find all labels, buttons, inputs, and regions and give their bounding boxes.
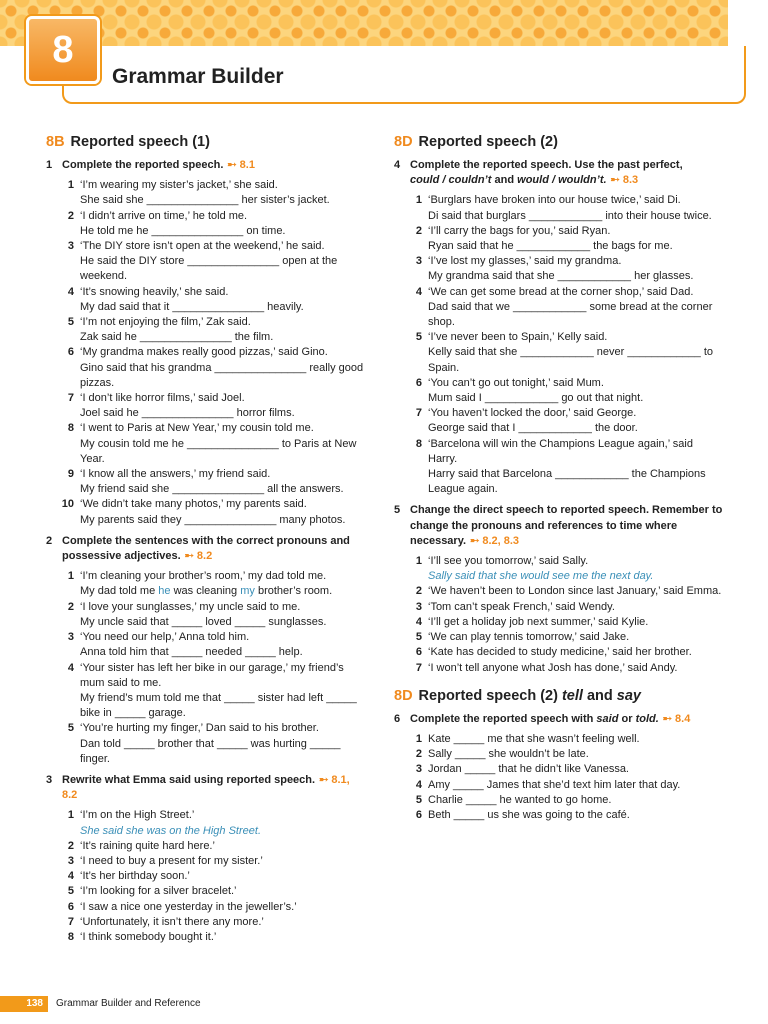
- item-number: 2: [67, 600, 74, 613]
- item-answer-line[interactable]: Harry said that Barcelona ____________ the Champions League again.: [428, 468, 706, 496]
- instruction-text: or: [618, 712, 636, 725]
- exercise-5-items: [408, 554, 724, 676]
- item-question: ‘I’m on the High Street.’: [80, 809, 195, 822]
- item-number: 10: [61, 498, 74, 511]
- list-item: [60, 884, 368, 899]
- instruction-text: said: [596, 712, 619, 725]
- list-item: [60, 209, 368, 239]
- instruction-text: and: [491, 174, 518, 187]
- item-number: 5: [67, 885, 74, 898]
- section-title: and: [582, 687, 617, 704]
- item-number: 9: [67, 468, 74, 481]
- item-answer-line[interactable]: Gino said that his grandma _______________ really good pizzas.: [80, 361, 364, 389]
- item-number: 4: [67, 661, 74, 674]
- item-number: 3: [67, 854, 74, 867]
- list-item: [60, 239, 368, 285]
- list-item: [408, 285, 724, 331]
- answer-text: was cleaning: [170, 585, 241, 598]
- item-question: ‘I went to Paris at New Year,’ my cousin told me.: [80, 422, 314, 435]
- list-item: [408, 330, 724, 376]
- item-number: 1: [67, 570, 74, 583]
- exercise-5-instruction: [394, 503, 724, 549]
- item-answer-line[interactable]: My friend said she _______________ all the answers.: [80, 483, 344, 496]
- list-item: [408, 630, 724, 645]
- item-answer-line[interactable]: She said she _______________ her sister’s jacket.: [80, 194, 330, 207]
- item-question: ‘We can play tennis tomorrow,’ said Jake.: [428, 631, 630, 644]
- item-question: ‘You haven’t locked the door,’ said George.: [428, 407, 637, 420]
- item-number: 6: [415, 376, 422, 389]
- list-item: [60, 808, 368, 838]
- list-item: [60, 345, 368, 391]
- exercise-number: 1: [46, 159, 53, 171]
- item-answer-line[interactable]: Jordan _____ that he didn’t like Vanessa.: [428, 763, 629, 776]
- item-answer-line[interactable]: George said that I ____________ the door.: [428, 422, 638, 435]
- item-number: 7: [415, 407, 422, 420]
- item-number: 3: [415, 600, 422, 613]
- item-number: 5: [415, 793, 422, 806]
- item-answer-line[interactable]: My parents said they _______________ many photos.: [80, 513, 346, 526]
- item-answer-line[interactable]: Kate _____ me that she wasn’t feeling well.: [428, 732, 640, 745]
- item-number: 4: [415, 778, 422, 791]
- answer-highlight: my: [240, 585, 255, 598]
- item-question: ‘I’ve lost my glasses,’ said my grandma.: [428, 255, 622, 268]
- list-item: [408, 406, 724, 436]
- item-question: ‘It’s snowing heavily,’ she said.: [80, 285, 229, 298]
- item-number: 6: [67, 346, 74, 359]
- item-question: ‘Unfortunately, it isn’t there any more.’: [80, 915, 264, 928]
- instruction-text: Complete the reported speech with: [410, 712, 597, 725]
- item-number: 1: [415, 555, 422, 568]
- item-number: 2: [415, 224, 422, 237]
- item-number: 8: [415, 437, 422, 450]
- item-number: 1: [67, 809, 74, 822]
- section-heading: [46, 132, 368, 152]
- item-answer-line[interactable]: Sally _____ she wouldn’t be late.: [428, 748, 589, 761]
- item-question: ‘The DIY store isn’t open at the weekend,’ he said.: [80, 240, 325, 253]
- list-item: [60, 721, 368, 767]
- item-number: 7: [67, 915, 74, 928]
- item-question: ‘I’m cleaning your brother’s room,’ my dad told me.: [80, 570, 327, 583]
- item-question: ‘It’s her birthday soon.’: [80, 870, 190, 883]
- decorative-banner: [0, 0, 728, 46]
- list-item: [408, 224, 724, 254]
- item-question: ‘My grandma makes really good pizzas,’ said Gino.: [80, 346, 328, 359]
- section-title: say: [616, 687, 641, 704]
- list-item: [52, 497, 368, 527]
- answer-text: My dad told me: [80, 585, 159, 598]
- item-question: ‘I’m not enjoying the film,’ Zak said.: [80, 316, 251, 329]
- list-item: [60, 178, 368, 208]
- item-answer-line[interactable]: My dad said that it _______________ heavily.: [80, 300, 304, 313]
- section-title: Reported speech (1): [70, 134, 210, 150]
- item-answer-line[interactable]: Mum said I ____________ go out that night.: [428, 392, 644, 405]
- item-question: ‘We haven’t been to London since last January,’ said Emma.: [428, 585, 722, 598]
- item-answer-line[interactable]: Charlie _____ he wanted to go home.: [428, 793, 612, 806]
- unit-badge: 8: [26, 16, 100, 84]
- item-number: 5: [415, 631, 422, 644]
- item-answer-line[interactable]: My friend’s mum told me that _____ sister had left _____ bike in _____ garage.: [80, 691, 357, 720]
- item-question: ‘I know all the answers,’ my friend said.: [80, 468, 271, 481]
- list-item: [408, 793, 724, 808]
- item-question: ‘It’s raining quite hard here.’: [80, 839, 215, 852]
- list-item: [408, 584, 724, 599]
- item-question: ‘I’m looking for a silver bracelet.’: [80, 885, 237, 898]
- item-question: ‘I think somebody bought it.’: [80, 930, 217, 943]
- list-item: [408, 778, 724, 793]
- item-number: 6: [67, 900, 74, 913]
- list-item: [60, 391, 368, 421]
- exercise-1-instruction: [46, 158, 368, 173]
- page-title: Grammar Builder: [112, 65, 284, 88]
- reference-link[interactable]: ➸ 8.2, 8.3: [470, 534, 520, 547]
- list-item: [60, 600, 368, 630]
- item-answer-line[interactable]: Dan told _____ brother that _____ was hurting _____ finger.: [80, 737, 341, 765]
- item-answer-line[interactable]: My grandma said that she ____________ her glasses.: [428, 270, 694, 283]
- item-question: ‘I won’t tell anyone what Josh has done,’ said Andy.: [428, 661, 678, 674]
- item-number: 5: [415, 331, 422, 344]
- list-item: [60, 854, 368, 869]
- list-item: [60, 285, 368, 315]
- item-answer-line[interactable]: Ryan said that he ____________ the bags for me.: [428, 240, 673, 253]
- item-question: ‘You’re hurting my finger,’ Dan said to his brother.: [80, 722, 319, 735]
- instruction-text: told.: [635, 712, 659, 725]
- list-item: [60, 467, 368, 497]
- reference-link[interactable]: ➸ 8.4: [662, 712, 691, 725]
- item-number: 5: [67, 722, 74, 735]
- list-item: [60, 630, 368, 660]
- item-number: 5: [67, 316, 74, 329]
- item-answer-line[interactable]: Zak said he _______________ the film.: [80, 331, 274, 344]
- item-question: ‘We can get some bread at the corner shop,’ said Dad.: [428, 285, 694, 298]
- list-item: [408, 615, 724, 630]
- item-question: ‘I need to buy a present for my sister.’: [80, 854, 263, 867]
- list-item: [60, 869, 368, 884]
- exercise-2-items: [60, 569, 368, 767]
- reference-link[interactable]: ➸ 8.1, 8.2: [62, 773, 350, 802]
- exercise-6-items: [408, 732, 724, 823]
- item-number: 4: [67, 285, 74, 298]
- item-question: ‘Your sister has left her bike in our garage,’ my friend’s mum said to me.: [80, 661, 344, 689]
- list-item: [60, 421, 368, 467]
- item-question: ‘I saw a nice one yesterday in the jeweller’s.’: [80, 900, 297, 913]
- item-answer-line[interactable]: Anna told him that _____ needed _____ help.: [80, 646, 303, 659]
- list-item: [408, 254, 724, 284]
- exercise-3-instruction: [46, 773, 368, 803]
- item-number: 7: [67, 392, 74, 405]
- item-number: 4: [415, 615, 422, 628]
- page-number: 138: [0, 996, 48, 1012]
- exercise-number: 2: [46, 534, 53, 547]
- item-answer-line[interactable]: Di said that burglars ____________ into their house twice.: [428, 209, 712, 222]
- list-item: [60, 661, 368, 722]
- section-title: tell: [561, 687, 583, 704]
- item-answer-line[interactable]: Joel said he _______________ horror films.: [80, 407, 295, 420]
- item-number: 1: [67, 179, 74, 192]
- item-number: 3: [415, 763, 422, 776]
- exercise-number: 5: [394, 504, 401, 517]
- item-question: ‘Burglars have broken into our house twice,’ said Di.: [428, 194, 681, 207]
- item-number: 3: [67, 240, 74, 253]
- item-number: 8: [67, 930, 74, 943]
- item-answer-line[interactable]: Beth _____ us she was going to the café.: [428, 808, 630, 821]
- item-question: ‘I don’t like horror films,’ said Joel.: [80, 392, 245, 405]
- exercise-number: 3: [46, 773, 53, 786]
- item-number: 3: [67, 631, 74, 644]
- item-question: ‘Tom can’t speak French,’ said Wendy.: [428, 600, 615, 613]
- item-answer-line[interactable]: My cousin told me he _______________ to Paris at New Year.: [80, 437, 357, 465]
- list-item: [60, 930, 368, 945]
- item-answer-line[interactable]: Dad said that we ____________ some bread at the corner shop.: [428, 300, 713, 329]
- list-item: [408, 732, 724, 747]
- item-number: 2: [67, 209, 74, 222]
- list-item: [408, 193, 724, 223]
- item-number: 7: [415, 661, 422, 674]
- section-heading: [394, 132, 724, 152]
- exercise-number: 4: [394, 159, 401, 171]
- example-answer: Sally said that she would see me the next day.: [428, 570, 654, 583]
- item-number: 3: [415, 255, 422, 268]
- item-question: ‘I’ll get a holiday job next summer,’ said Kylie.: [428, 615, 649, 628]
- left-column: [46, 132, 368, 945]
- item-number: 6: [415, 808, 422, 821]
- list-item: [60, 569, 368, 599]
- item-number: 1: [415, 194, 422, 207]
- item-number: 4: [67, 870, 74, 883]
- item-question: ‘I’ll carry the bags for you,’ said Ryan.: [428, 224, 611, 237]
- instruction-text: Complete the reported speech.: [62, 159, 224, 171]
- item-question: ‘I’ve never been to Spain,’ Kelly said.: [428, 331, 608, 344]
- exercise-3-items: [60, 808, 368, 945]
- item-number: 4: [415, 285, 422, 298]
- item-question: ‘I love your sunglasses,’ my uncle said to me.: [80, 600, 301, 613]
- item-question: ‘I’m wearing my sister’s jacket,’ she said.: [80, 179, 278, 192]
- instruction-text: Change the direct speech to reported speech. Remember to change the pronouns and references to time where necessary.: [410, 504, 723, 547]
- list-item: [408, 661, 724, 676]
- answer-text: brother’s room.: [254, 585, 333, 598]
- example-answer: [80, 584, 368, 599]
- section-title: Reported speech (2): [418, 687, 562, 704]
- instruction-text: Complete the sentences with the correct pronouns and possessive adjectives.: [62, 534, 350, 563]
- item-question: ‘We didn’t take many photos,’ my parents said.: [80, 498, 307, 511]
- list-item: [408, 762, 724, 777]
- item-number: 2: [415, 748, 422, 761]
- item-answer-line[interactable]: He said the DIY store _______________ open at the weekend.: [80, 255, 338, 283]
- item-number: 1: [415, 732, 422, 745]
- item-question: ‘Kate has decided to study medicine,’ said her brother.: [428, 646, 692, 659]
- reference-link[interactable]: ➸ 8.1: [227, 159, 255, 171]
- item-question: ‘I didn’t arrive on time,’ he told me.: [80, 209, 248, 222]
- item-question: ‘I’ll see you tomorrow,’ said Sally.: [428, 555, 589, 568]
- answer-highlight: he: [158, 585, 171, 598]
- list-item: [408, 645, 724, 660]
- section-code: 8B: [46, 134, 65, 150]
- instruction-text: would / wouldn’t.: [517, 174, 607, 187]
- section-code: 8D: [394, 687, 413, 704]
- exercise-4-items: [408, 193, 724, 497]
- list-item: [408, 554, 724, 584]
- item-question: ‘Barcelona will win the Champions League again,’ said Harry.: [428, 437, 693, 465]
- instruction-text: could / couldn’t: [410, 174, 492, 187]
- item-number: 6: [415, 646, 422, 659]
- page-footer: [0, 996, 260, 1012]
- item-number: 2: [67, 839, 74, 852]
- exercise-2-instruction: [46, 534, 368, 564]
- right-column: [394, 132, 724, 823]
- item-number: 2: [415, 585, 422, 598]
- exercise-6-instruction: [394, 712, 724, 727]
- example-answer: She said she was on the High Street.: [80, 824, 261, 837]
- list-item: [60, 915, 368, 930]
- section-title: Reported speech (2): [418, 134, 558, 150]
- section-code: 8D: [394, 134, 413, 150]
- reference-link[interactable]: ➸ 8.2: [184, 550, 213, 563]
- item-answer-line[interactable]: Amy _____ James that she’d text him later that day.: [428, 778, 681, 791]
- list-item: [60, 315, 368, 345]
- instruction-text: Complete the reported speech. Use the past perfect,: [410, 159, 683, 171]
- reference-link[interactable]: ➸ 8.3: [610, 174, 639, 187]
- list-item: [408, 747, 724, 762]
- exercise-1-items: [60, 178, 368, 528]
- instruction-text: Rewrite what Emma said using reported speech.: [62, 773, 316, 786]
- item-answer-line[interactable]: He told me he _______________ on time.: [80, 224, 286, 237]
- list-item: [408, 376, 724, 406]
- footer-label: Grammar Builder and Reference: [56, 998, 201, 1009]
- exercise-4-instruction: [394, 158, 724, 188]
- list-item: [60, 839, 368, 854]
- item-answer-line[interactable]: Kelly said that she ____________ never ____________ to Spain.: [428, 346, 714, 374]
- exercise-number: 6: [394, 712, 401, 725]
- item-question: ‘You can’t go out tonight,’ said Mum.: [428, 376, 604, 389]
- list-item: [60, 900, 368, 915]
- list-item: [408, 600, 724, 615]
- item-question: ‘You need our help,’ Anna told him.: [80, 631, 250, 644]
- item-answer-line[interactable]: My uncle said that _____ loved _____ sunglasses.: [80, 615, 327, 628]
- section-heading: [394, 686, 724, 706]
- list-item: [408, 437, 724, 498]
- list-item: [408, 808, 724, 823]
- item-number: 8: [67, 422, 74, 435]
